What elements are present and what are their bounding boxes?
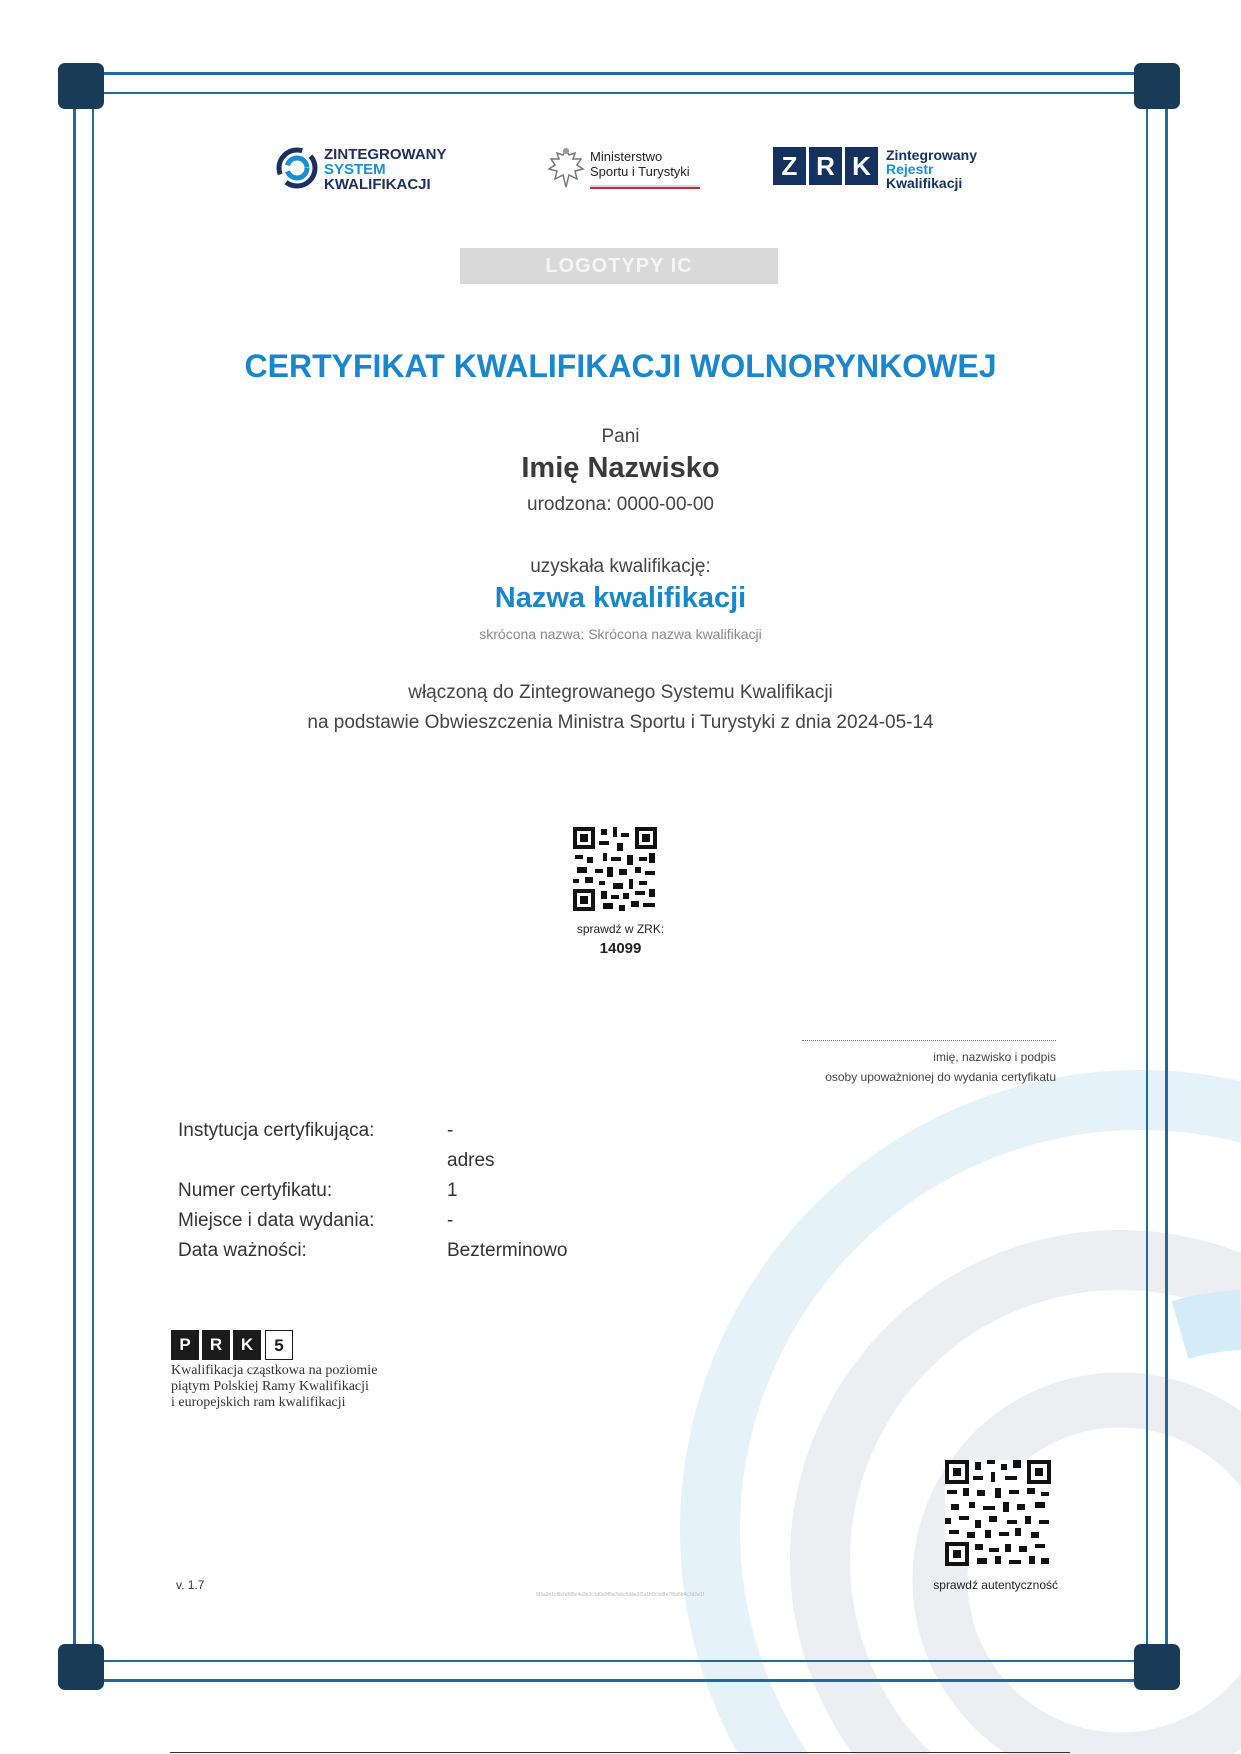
zrk-qr-code[interactable] [573,827,657,911]
signature-caption-line2: osoby upoważnionej do wydania certyfikatu [825,1070,1056,1084]
validity-value: Bezterminowo [447,1240,568,1261]
verify-authenticity-link[interactable]: sprawdź autentyczność [933,1578,1058,1592]
holder-name: Imię Nazwisko [521,452,720,484]
address-value: adres [447,1150,495,1171]
salutation: Pani [601,426,640,447]
institution-label: Instytucja certyfikująca: [178,1120,375,1141]
corner-ornament [1134,1644,1180,1690]
zrk-check-label: sprawdź w ZRK: [576,922,665,936]
authenticity-qr-code[interactable] [945,1460,1051,1566]
certificate-title: CERTYFIKAT KWALIFIKACJI WOLNORYNKOWEJ [244,348,997,384]
certificate-number-label: Numer certyfikatu: [178,1180,333,1201]
zsk-emblem-icon [275,145,319,191]
eagle-emblem-icon [545,145,587,191]
zrk-number: 14099 [599,940,642,957]
zsk-logo: ZINTEGROWANY SYSTEM KWALIFIKACJI [275,145,455,191]
ministry-logo: Ministerstwo Sportu i Turystyki [545,145,705,193]
page-bottom-rule [170,1752,1070,1753]
certificate-number-value: 1 [447,1180,458,1201]
corner-ornament [58,1644,104,1690]
qualification-short-name: skrócona nazwa: Skrócona nazwa kwalifikacji [479,626,762,642]
institution-logos-placeholder: LOGOTYPY IC [460,248,778,284]
signature-line [802,1040,1056,1041]
prk-description-line2: piątym Polskiej Ramy Kwalifikacji [171,1379,369,1394]
institution-value: - [447,1120,454,1141]
inclusion-statement-line2: na podstawie Obwieszczenia Ministra Sportu i Turystyki z dnia 2024-05-14 [307,712,934,733]
obtained-label: uzyskała kwalifikację: [530,556,711,577]
corner-ornament [58,63,104,109]
place-date-label: Miejsce i data wydania: [178,1210,375,1231]
document-hash: 9f3a2e1c8b7d6f5e4a3b2c1d0e9f8a7b6c5d4e3f2a1b0c9d8e7f6a5b4c3d2e1f [535,1592,705,1598]
corner-ornament [1134,63,1180,109]
place-date-value: - [447,1210,454,1231]
prk-description-line1: Kwalifikacja cząstkowa na poziomie [171,1363,378,1378]
prk-description-line3: i europejskich ram kwalifikacji [171,1395,346,1410]
validity-label: Data ważności: [178,1240,307,1261]
signature-caption-line1: imię, nazwisko i podpis [933,1050,1056,1064]
birth-date: urodzona: 0000-00-00 [527,494,714,515]
inclusion-statement-line1: włączoną do Zintegrowanego Systemu Kwalifikacji [408,682,833,703]
template-version: v. 1.7 [176,1578,205,1592]
zrk-logo: Z R K Zintegrowany Rejestr Kwalifikacji [773,147,1013,187]
qualification-name: Nazwa kwalifikacji [494,582,747,614]
